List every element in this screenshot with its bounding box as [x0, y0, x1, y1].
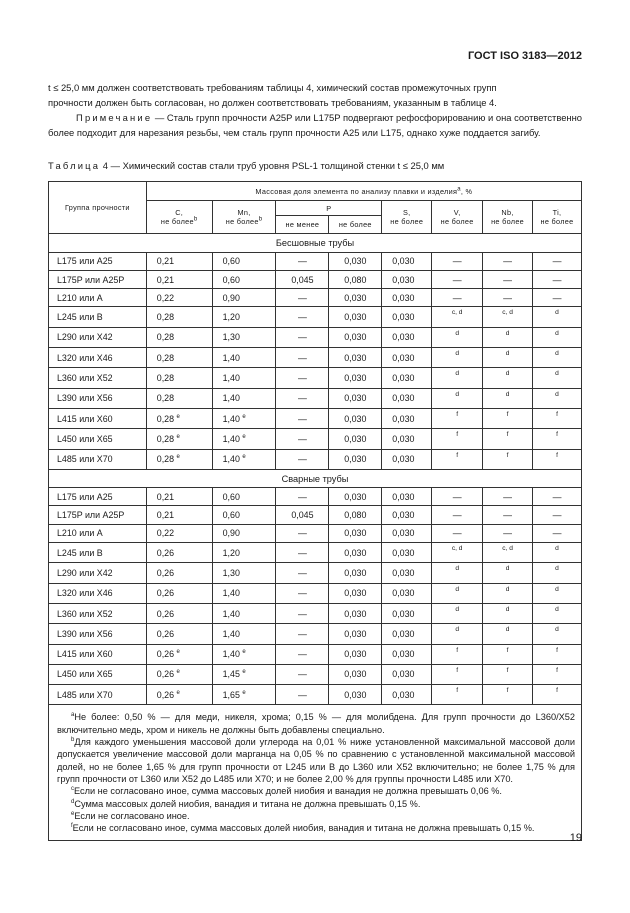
c-cell: 0,26 $^e$ [146, 644, 212, 664]
s-cell: 0,030 [382, 624, 432, 644]
p-max-cell: 0,030 [329, 289, 382, 307]
s-cell: 0,030 [382, 408, 432, 428]
s-cell: 0,030 [382, 685, 432, 705]
ti-cell: d [533, 543, 582, 563]
c-cell: 0,21 [146, 488, 212, 506]
header-group: Группа прочности [49, 182, 147, 234]
page-number: 19 [569, 832, 582, 844]
grade-cell: L415 или X60 [49, 408, 147, 428]
mn-cell: 1,40 [212, 583, 276, 603]
table-caption-label: Таблица [48, 160, 101, 171]
p-max-cell: 0,030 [329, 388, 382, 408]
s-cell: 0,030 [382, 449, 432, 469]
v-cell: d [432, 563, 483, 583]
p-min-cell: — [276, 327, 329, 347]
table-row [49, 307, 582, 327]
s-cell: 0,030 [382, 506, 432, 524]
mn-cell: 1,65 $^e$ [212, 685, 276, 705]
footnote: $^b$Для каждого уменьшения массовой доли углерода на 0,01 % ниже установленной максимальной массовой доли допускается увеличение массовой доли марганца на 0,05 % по сравнению с установленной максимальной массовой долей, но не более 1,65 % для групп прочности от L245 или B до L360 или X52 включительно; не более 1,75 % для групп прочности от L360 или X52 до L485 или X70; и не более 2,00 % для группы прочности L485 или X70. [57, 736, 575, 784]
p-min-cell: 0,045 [276, 506, 329, 524]
ti-cell: d [533, 327, 582, 347]
nb-cell: d [483, 624, 533, 644]
v-cell: d [432, 603, 483, 623]
grade-cell: L290 или X42 [49, 563, 147, 583]
v-cell: d [432, 327, 483, 347]
c-cell: 0,26 [146, 563, 212, 583]
ti-cell: d [533, 388, 582, 408]
p-max-cell: 0,030 [329, 408, 382, 428]
s-cell: 0,030 [382, 388, 432, 408]
table-row [49, 388, 582, 408]
c-cell: 0,26 [146, 603, 212, 623]
table-caption [48, 160, 444, 171]
v-cell: d [432, 388, 483, 408]
intro-line-1: t ≤ 25,0 мм должен соответствовать требованиям таблицы 4, химический состав промежуточных групп [48, 82, 497, 93]
p-min-cell: — [276, 664, 329, 684]
ti-cell: — [533, 488, 582, 506]
nb-cell: d [483, 327, 533, 347]
mn-cell: 0,60 [212, 488, 276, 506]
table-row [49, 488, 582, 506]
c-cell: 0,26 [146, 583, 212, 603]
header-mass-fraction: Массовая доля элемента по анализу плавки и изделия$^a$, % [146, 182, 581, 201]
ti-cell: d [533, 348, 582, 368]
ti-cell: — [533, 270, 582, 288]
grade-cell: L485 или X70 [49, 449, 147, 469]
mn-cell: 0,60 [212, 252, 276, 270]
footnote: $^e$Если не согласовано иное. [71, 810, 190, 821]
p-max-cell: 0,030 [329, 348, 382, 368]
table-row [49, 524, 582, 542]
p-max-cell: 0,030 [329, 583, 382, 603]
section-row-welded [49, 469, 582, 487]
p-min-cell: — [276, 348, 329, 368]
table-row [49, 368, 582, 388]
c-cell: 0,21 [146, 252, 212, 270]
c-cell: 0,28 [146, 307, 212, 327]
c-cell: 0,28 $^e$ [146, 408, 212, 428]
p-min-cell: 0,045 [276, 270, 329, 288]
table-row [49, 449, 582, 469]
mn-cell: 1,40 [212, 348, 276, 368]
header-v: V, не более [432, 201, 483, 234]
table-row [49, 583, 582, 603]
ti-cell: — [533, 524, 582, 542]
table-row [49, 429, 582, 449]
footnote: $^c$Если не согласовано иное, сумма массовых долей ниобия и ванадия не должна превышать 0,06 %. [71, 786, 502, 797]
s-cell: 0,030 [382, 524, 432, 542]
c-cell: 0,26 [146, 543, 212, 563]
s-cell: 0,030 [382, 664, 432, 684]
p-max-cell: 0,030 [329, 543, 382, 563]
table-row [49, 408, 582, 428]
p-min-cell: — [276, 543, 329, 563]
s-cell: 0,030 [382, 603, 432, 623]
s-cell: 0,030 [382, 644, 432, 664]
nb-cell: d [483, 348, 533, 368]
seamless-rows [49, 252, 582, 469]
grade-cell: L320 или X46 [49, 583, 147, 603]
p-max-cell: 0,030 [329, 664, 382, 684]
table-row [49, 348, 582, 368]
v-cell: f [432, 685, 483, 705]
grade-cell: L450 или X65 [49, 429, 147, 449]
nb-cell: f [483, 685, 533, 705]
v-cell: c, d [432, 307, 483, 327]
ti-cell: — [533, 252, 582, 270]
table-row [49, 543, 582, 563]
grade-cell: L450 или X65 [49, 664, 147, 684]
s-cell: 0,030 [382, 543, 432, 563]
grade-cell: L320 или X46 [49, 348, 147, 368]
table-row [49, 270, 582, 288]
p-min-cell: — [276, 449, 329, 469]
s-cell: 0,030 [382, 289, 432, 307]
footnote: $^f$Если не согласовано иное, сумма массовых долей ниобия, ванадия и титана не должна превышать 0,15 %. [71, 823, 535, 834]
p-max-cell: 0,030 [329, 685, 382, 705]
document-code: ГОСТ ISO 3183—2012 [467, 50, 582, 62]
c-cell: 0,28 $^e$ [146, 449, 212, 469]
table-row [49, 603, 582, 623]
mn-cell: 1,40 $^e$ [212, 449, 276, 469]
p-min-cell: — [276, 307, 329, 327]
v-cell: d [432, 348, 483, 368]
p-min-cell: — [276, 583, 329, 603]
v-cell: f [432, 644, 483, 664]
v-cell: d [432, 583, 483, 603]
nb-cell: d [483, 583, 533, 603]
p-max-cell: 0,030 [329, 563, 382, 583]
s-cell: 0,030 [382, 368, 432, 388]
grade-cell: L175P или A25P [49, 270, 147, 288]
grade-cell: L390 или X56 [49, 388, 147, 408]
header-p: P [276, 201, 382, 216]
p-max-cell: 0,030 [329, 252, 382, 270]
footnotes [49, 705, 582, 841]
table-row [49, 664, 582, 684]
c-cell: 0,28 [146, 368, 212, 388]
table-row [49, 685, 582, 705]
ti-cell: d [533, 583, 582, 603]
nb-cell: f [483, 644, 533, 664]
s-cell: 0,030 [382, 583, 432, 603]
table-row [49, 289, 582, 307]
s-cell: 0,030 [382, 488, 432, 506]
ti-cell: f [533, 408, 582, 428]
table-row [49, 327, 582, 347]
nb-cell: f [483, 664, 533, 684]
header-nb: Nb, не более [483, 201, 533, 234]
s-cell: 0,030 [382, 327, 432, 347]
c-cell: 0,28 [146, 388, 212, 408]
p-max-cell: 0,030 [329, 327, 382, 347]
grade-cell: L360 или X52 [49, 603, 147, 623]
p-max-cell: 0,030 [329, 488, 382, 506]
v-cell: f [432, 664, 483, 684]
grade-cell: L175 или A25 [49, 252, 147, 270]
p-min-cell: — [276, 368, 329, 388]
ti-cell: d [533, 624, 582, 644]
p-min-cell: — [276, 289, 329, 307]
p-min-cell: — [276, 603, 329, 623]
nb-cell: d [483, 603, 533, 623]
ti-cell: d [533, 307, 582, 327]
ti-cell: f [533, 429, 582, 449]
c-cell: 0,26 [146, 624, 212, 644]
c-cell: 0,21 [146, 270, 212, 288]
c-cell: 0,28 [146, 327, 212, 347]
s-cell: 0,030 [382, 307, 432, 327]
c-cell: 0,28 $^e$ [146, 429, 212, 449]
p-max-cell: 0,030 [329, 368, 382, 388]
header-p-min: не менее [276, 216, 329, 234]
v-cell: f [432, 449, 483, 469]
grade-cell: L175 или A25 [49, 488, 147, 506]
nb-cell: — [483, 252, 533, 270]
grade-cell: L210 или A [49, 289, 147, 307]
v-cell: — [432, 488, 483, 506]
v-cell: — [432, 524, 483, 542]
grade-cell: L390 или X56 [49, 624, 147, 644]
footnotes-row [49, 705, 582, 841]
header-p-max: не более [329, 216, 382, 234]
p-min-cell: — [276, 488, 329, 506]
table-row [49, 644, 582, 664]
c-cell: 0,28 [146, 348, 212, 368]
nb-cell: c, d [483, 543, 533, 563]
grade-cell: L485 или X70 [49, 685, 147, 705]
s-cell: 0,030 [382, 252, 432, 270]
p-max-cell: 0,030 [329, 429, 382, 449]
table-caption-text: 4 — Химический состав стали труб уровня PSL-1 толщиной стенки t ≤ 25,0 мм [100, 160, 445, 171]
mn-cell: 1,30 [212, 327, 276, 347]
grade-cell: L245 или B [49, 543, 147, 563]
header-mn: Mn, не более$^b$ [212, 201, 276, 234]
grade-cell: L245 или B [49, 307, 147, 327]
mn-cell: 1,40 [212, 603, 276, 623]
p-max-cell: 0,030 [329, 449, 382, 469]
intro-line-2: прочности должен быть согласован, но должен соответствовать требованиям, указанным в таблице 4. [48, 97, 497, 108]
nb-cell: d [483, 563, 533, 583]
section-title-welded: Сварные трубы [49, 469, 582, 487]
grade-cell: L415 или X60 [49, 644, 147, 664]
v-cell: c, d [432, 543, 483, 563]
mn-cell: 1,45 $^e$ [212, 664, 276, 684]
nb-cell: d [483, 388, 533, 408]
c-cell: 0,22 [146, 524, 212, 542]
ti-cell: d [533, 563, 582, 583]
mn-cell: 1,40 $^e$ [212, 644, 276, 664]
c-cell: 0,22 [146, 289, 212, 307]
note-paragraph [48, 110, 582, 140]
mn-cell: 1,20 [212, 543, 276, 563]
p-min-cell: — [276, 644, 329, 664]
v-cell: f [432, 408, 483, 428]
v-cell: — [432, 270, 483, 288]
p-min-cell: — [276, 524, 329, 542]
v-cell: — [432, 252, 483, 270]
s-cell: 0,030 [382, 429, 432, 449]
c-cell: 0,26 $^e$ [146, 685, 212, 705]
c-cell: 0,21 [146, 506, 212, 524]
p-max-cell: 0,030 [329, 603, 382, 623]
welded-rows [49, 488, 582, 705]
header-s: S, не более [382, 201, 432, 234]
p-max-cell: 0,030 [329, 624, 382, 644]
mn-cell: 0,90 [212, 289, 276, 307]
ti-cell: f [533, 449, 582, 469]
nb-cell: — [483, 289, 533, 307]
mn-cell: 0,60 [212, 506, 276, 524]
p-min-cell: — [276, 685, 329, 705]
grade-cell: L290 или X42 [49, 327, 147, 347]
p-max-cell: 0,030 [329, 644, 382, 664]
chemical-composition-table [48, 181, 582, 841]
ti-cell: d [533, 603, 582, 623]
s-cell: 0,030 [382, 270, 432, 288]
section-title-seamless: Бесшовные трубы [49, 234, 582, 252]
ti-cell: f [533, 685, 582, 705]
p-min-cell: — [276, 408, 329, 428]
nb-cell: c, d [483, 307, 533, 327]
note-text: — Сталь групп прочности A25P или L175P подвергают рефосфорированию и она соответственно более подходит для нарезания резьбы, чем сталь групп прочности A25 или L175, однако хуже поддается загибу. [48, 112, 582, 138]
header-c: C, не более$^b$ [146, 201, 212, 234]
nb-cell: d [483, 368, 533, 388]
nb-cell: f [483, 408, 533, 428]
table-header-row-1 [49, 182, 582, 201]
table-row [49, 252, 582, 270]
v-cell: d [432, 368, 483, 388]
footnote: $^a$Не более: 0,50 % — для меди, никеля, хрома; 0,15 % — для молибдена. Для групп прочности до L360/X52 включительно медь, хром и никель не должны быть добавлены специально. [57, 712, 575, 735]
mn-cell: 1,30 [212, 563, 276, 583]
intro-paragraph [48, 80, 582, 110]
mn-cell: 1,20 [212, 307, 276, 327]
v-cell: f [432, 429, 483, 449]
p-min-cell: — [276, 388, 329, 408]
nb-cell: — [483, 270, 533, 288]
p-max-cell: 0,030 [329, 524, 382, 542]
p-min-cell: — [276, 429, 329, 449]
nb-cell: — [483, 506, 533, 524]
s-cell: 0,030 [382, 348, 432, 368]
mn-cell: 1,40 $^e$ [212, 408, 276, 428]
p-min-cell: — [276, 563, 329, 583]
note-label: Примечание [76, 112, 153, 123]
ti-cell: f [533, 664, 582, 684]
p-max-cell: 0,080 [329, 506, 382, 524]
ti-cell: f [533, 644, 582, 664]
p-min-cell: — [276, 624, 329, 644]
p-min-cell: — [276, 252, 329, 270]
table-row [49, 506, 582, 524]
nb-cell: f [483, 429, 533, 449]
grade-cell: L210 или A [49, 524, 147, 542]
s-cell: 0,030 [382, 563, 432, 583]
ti-cell: d [533, 368, 582, 388]
v-cell: — [432, 289, 483, 307]
table-row [49, 624, 582, 644]
grade-cell: L175P или A25P [49, 506, 147, 524]
mn-cell: 1,40 [212, 388, 276, 408]
grade-cell: L360 или X52 [49, 368, 147, 388]
mn-cell: 1,40 [212, 368, 276, 388]
mn-cell: 0,90 [212, 524, 276, 542]
footnote: $^d$Сумма массовых долей ниобия, ванадия и титана не должна превышать 0,15 %. [71, 798, 421, 809]
header-ti: Ti, не более [533, 201, 582, 234]
mn-cell: 0,60 [212, 270, 276, 288]
p-max-cell: 0,030 [329, 307, 382, 327]
mn-cell: 1,40 $^e$ [212, 429, 276, 449]
mn-cell: 1,40 [212, 624, 276, 644]
v-cell: — [432, 506, 483, 524]
section-row-seamless [49, 234, 582, 252]
ti-cell: — [533, 506, 582, 524]
ti-cell: — [533, 289, 582, 307]
nb-cell: — [483, 524, 533, 542]
table-row [49, 563, 582, 583]
v-cell: d [432, 624, 483, 644]
nb-cell: — [483, 488, 533, 506]
c-cell: 0,26 $^e$ [146, 664, 212, 684]
p-max-cell: 0,080 [329, 270, 382, 288]
nb-cell: f [483, 449, 533, 469]
